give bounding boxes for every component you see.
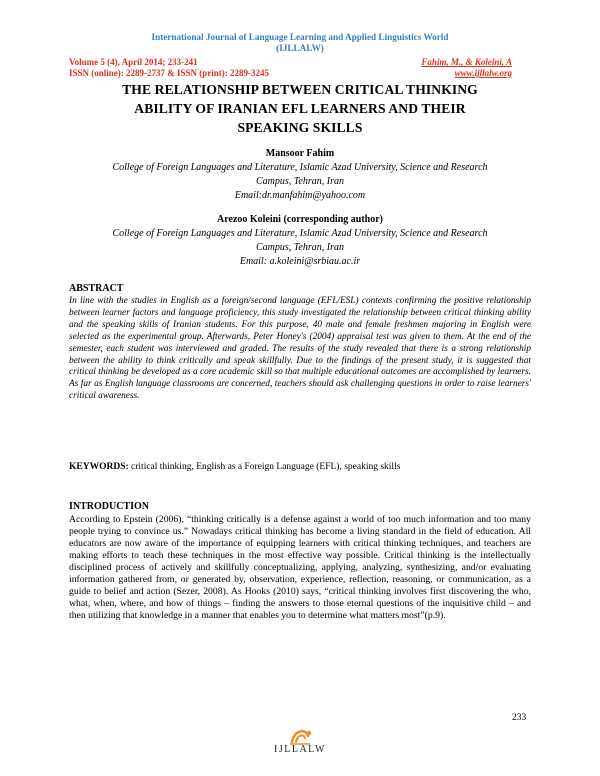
author-name: Arezoo Koleini (corresponding author) [216, 214, 383, 225]
affiliation-line: Campus, Tehran, Iran [256, 176, 344, 187]
author-affiliation [69, 161, 531, 203]
keywords [69, 461, 531, 473]
logo-text: IJLLALW [274, 744, 326, 755]
author-email: Email: a.koleini@srbiau.ac.ir [239, 256, 361, 267]
affiliation-line: College of Foreign Languages and Literature, Islamic Azad University, Science and Research [112, 228, 488, 239]
affiliation-line: Campus, Tehran, Iran [256, 242, 344, 253]
abstract-text: In line with the studies in English as a foreign/second language (EFL/ESL) contexts confirming the positive relationship between learner factors and language proficiency, this study investigated the relationship between critical thinking ability and the speaking skills of Iranian students. For this purpose, 40 male and female freshmen majoring in English were selected as the experimental group. Afterwards, Peter Honey's (2004) appraisal test was given to them. At the end of the semester, each student was interviewed and graded. The results of the study revealed that there is a strong relationship between the ability to think critically and speak skillfully. Due to the findings of the present study, it is suggested that critical thinking be developed as a core academic skill so that multiple educational outcomes are accomplished by learners. As far as English language classrooms are concerned, teachers should ask challenging questions in order to raise learners' critical awareness. [69, 296, 531, 402]
introduction-heading: INTRODUCTION [69, 501, 150, 512]
keywords-text: critical thinking, English as a Foreign Language (EFL), speaking skills [128, 462, 401, 472]
title-line: THE RELATIONSHIP BETWEEN CRITICAL THINKING [122, 82, 478, 97]
introduction-text: According to Epstein (2006), “thinking critically is a defense against a world of too much information and too many people trying to convince us.” Nowadays critical thinking has become a living standard in the field of education. All educators are now aware of the importance of equipping learners with critical thinking techniques, and teachers are making efforts to teach these techniques in the most effective way possible. Critical thinking is the intellectually disciplined process of actively and skillfully conceptualizing, applying, analyzing, synthesizing, and/or evaluating information gathered from, or generated by, observation, experience, reflection, reasoning, or communication, as a guide to belief and action (Sezer, 2008). As Hooks (2010) says, “critical thinking involves first discovering the who, what, when, where, and how of things – finding the answers to those eternal questions of the inquisitive child – and then utilizing that knowledge in a manner that enables you to determine what matters most”(p.9). [69, 514, 531, 621]
abstract-heading: ABSTRACT [69, 283, 124, 294]
title-line: ABILITY OF IRANIAN EFL LEARNERS AND THEIR [134, 101, 466, 116]
author-name: Mansoor Fahim [265, 148, 335, 159]
title-line: SPEAKING SKILLS [237, 120, 363, 135]
keywords-label: KEYWORDS: [69, 462, 129, 472]
website-link[interactable]: www.ijllalw.org [454, 68, 512, 78]
affiliation-line: College of Foreign Languages and Literature, Islamic Azad University, Science and Research [112, 162, 488, 173]
page-number: 233 [512, 713, 527, 723]
author-email: Email:dr.manfahim@yahoo.com [234, 190, 366, 201]
volume-info: Volume 5 (4), April 2014; 233-241 [69, 57, 198, 67]
issn-info: ISSN (online): 2289-2737 & ISSN (print): 2289-3245 [69, 68, 270, 78]
paper-title [69, 80, 531, 137]
volume-row [69, 57, 512, 68]
author-affiliation [69, 227, 531, 269]
journal-header [0, 32, 600, 53]
authors-short: Fahim, M., & Koleini, A [421, 57, 512, 67]
journal-title: International Journal of Language Learning and Applied Linguistics World [151, 32, 449, 42]
issn-row [69, 68, 512, 79]
journal-acronym: (IJLLALW) [276, 42, 324, 53]
